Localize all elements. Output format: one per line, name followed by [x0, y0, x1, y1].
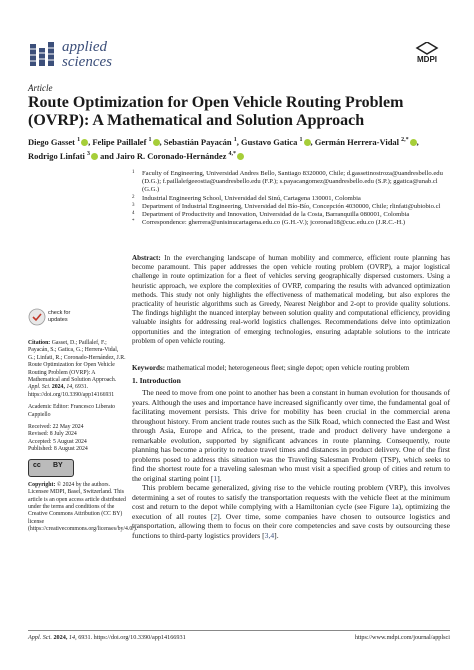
reference-link[interactable]: 1: [213, 473, 218, 483]
date-published: Published: 8 August 2024: [28, 446, 88, 453]
academic-editor: Academic Editor: Francesco Liberato Cappiello: [28, 404, 116, 418]
affiliation-item: 2 Industrial Engineering School, Universidad del Sinú, Cartagena 130001, Colombia: [132, 194, 361, 202]
keywords: [132, 364, 450, 373]
affiliations: [132, 170, 450, 227]
orcid-icon[interactable]: [410, 139, 417, 146]
section-heading: 1. Introduction: [132, 376, 181, 385]
date-revised: Revised: 8 July 2024: [28, 431, 77, 438]
footer-doi-link[interactable]: 6931. https://doi.org/10.3390/app14166931: [78, 634, 186, 641]
check-updates-icon: [28, 308, 46, 326]
author[interactable]: Sebastián Payacán $^1$,: [163, 136, 241, 147]
orcid-icon[interactable]: [153, 139, 160, 146]
check-updates-line1: check for: [48, 310, 71, 316]
publisher-name: MDPI: [417, 55, 437, 64]
author[interactable]: Gustavo Gatica $^1$ ,: [240, 136, 315, 147]
introduction-body: [132, 388, 450, 540]
journal-name-line1: applied: [62, 39, 107, 55]
orcid-icon[interactable]: [304, 139, 311, 146]
date-received: Received: 22 May 2024: [28, 424, 84, 431]
cc-by-license-icon[interactable]: cc BY: [28, 459, 74, 477]
author[interactable]: Diego Gasset $^1$ ,: [28, 136, 93, 147]
copyright: [28, 481, 138, 534]
author-list: [28, 134, 448, 162]
orcid-icon[interactable]: [81, 139, 88, 146]
affiliation-item: 4 Department of Productivity and Innovation, Universidad de la Costa, Barranquilla 080001, Colombia: [132, 211, 410, 219]
affiliation-item: 1 Faculty of Engineering, Universidad Andres Bello, Santiago 8320000, Chile; d.gassetinostroza@uandresbello.edu (D.G.); f.paillalefgeeostia@uandresbello.edu (F.P.); s.payacangomez@uandresbello.edu (S.P.); ggatica@unab.cl (G.G.): [132, 170, 443, 194]
date-accepted: Accepted: 5 August 2024: [28, 438, 87, 445]
abstract-label: Abstract:: [132, 254, 161, 262]
keywords-text: mathematical model; heterogeneous fleet; single depot; open vehicle routing problem: [166, 364, 410, 372]
orcid-icon[interactable]: [91, 153, 98, 160]
check-for-updates-badge[interactable]: [28, 306, 88, 334]
footer-journal-link[interactable]: https://www.mdpi.com/journal/applsci: [354, 634, 450, 641]
citation: Citation: Gasset, D.; Paillalef, F.; Payacán, S.; Gatica, G.; Herrera-Vidal, G.; Linfati, R.; Coronado-Hernández, J.R. Route Optimization for Open Vehicle Routing Problem (OVRP): A Mathematical and Solution Approach. Appl. Sci. 2024, 14, 6931. https://doi.org/10.3390/app14166931: [28, 340, 126, 398]
article-type: Article: [28, 83, 53, 93]
page-title: Route Optimization for Open Vehicle Routing Problem (OVRP): A Mathematical and Solution Approach: [28, 94, 404, 129]
author[interactable]: Germán Herrera-Vidal $^{2,*}$ ,: [314, 136, 419, 147]
orcid-icon[interactable]: [237, 153, 244, 160]
author[interactable]: Rodrigo Linfati $^3$ and: [28, 150, 116, 161]
sidebar: [28, 340, 138, 539]
footer-citation: Appl. Sci. 2024, 14, 6931. https://doi.org/10.3390/app14166931: [28, 634, 186, 641]
citation-text: Gasset, D.; Paillalef, F.; Payacán, S.; Gatica, G.; Herrera-Vidal, G.; Linfati, R.; Coronado-Hernández, J.R. Route Optimization for Open Vehicle Routing Problem (OVRP): A Mathematical and Solution Approach.: [28, 340, 126, 384]
paragraph: The need to move from one point to another has been a constant in human evolution for thousands of years. Although the uses and importance have increased significantly over time, the fundamental goal of facilitating movement persists. This drive for mobility has been crucial in the commercial arena throughout history. From ancient trade routes such as the Silk Road, which connected the East and West through Asia, Europe and Africa, to the present, trade and product delivery have undergone a remarkable evolution, supported by significant advances in route planning. Consequently, route planning has become a priority to reduce travel times and distances in product delivery. One of the first problems posed to address this situation was the Traveling Salesman Problem (TSP), which seeks to find the shortest route for a traveling salesman who must visit a specified group of cities and return to the original starting point [1].: [132, 388, 450, 483]
mdpi-logo-icon: [410, 42, 444, 55]
copyright-label: Copyright:: [28, 481, 56, 488]
affiliation-item: 3 Department of Industrial Engineering, Universidad del Bío-Bío, Concepción 4030000, Chile; rlinfati@ubiobio.cl: [132, 202, 441, 210]
abstract-text: In the everchanging landscape of human mobility and commerce, efficient route planning has become paramount. This paper addresses the open vehicle routing problem (OVRP), a major logistical challenge in route optimization for a fleet of vehicles serving geographically dispersed customers. Using a heuristic approach, we explore the complexities of OVRP, comparing the results with advanced optimization methods. This study not only highlights the effectiveness of mathematical modeling, but also explores the practicality of heuristic algorithms such as Greedy, Nearest Neighbor and 2-opt to provide quality solutions. The findings highlight the nuanced interplay between solution quality and computational efficiency, providing valuable insights for addressing real-world logistics challenges. Recommendations delve into optimization opportunities and the integration of emerging technologies, ensuring adaptable solutions to the intricate problem of open vehicle routing.: [132, 254, 451, 345]
abstract: [132, 254, 450, 346]
author[interactable]: Jairo R. Coronado-Hernández $^{4,*}$: [116, 151, 244, 161]
citation-label: Citation:: [28, 340, 51, 346]
mdpi-logo: [410, 42, 444, 64]
author[interactable]: Felipe Paillalef $^1$ ,: [92, 136, 164, 147]
footer-divider: [28, 630, 450, 631]
paragraph: This problem became generalized, giving rise to the vehicle routing problem (VRP), this involves determining a set of routes to satisfy the transportation requests with the vehicle fleet at the minimum cost and return to the depot while complying with a Hamiltonian cycle (see Figure 1a), optimizing the execution of all routes [2]. Over time, some companies have chosen to outsource logistics and transportation, allowing them to focus on their core competencies and save costs by outsourcing these functions to third-party logistics providers [3,4].: [132, 483, 451, 540]
copyright-text: © 2024 by the authors. Licensee MDPI, Basel, Switzerland. This article is an open access article distributed under the terms and conditions of the Creative Commons Attribution (CC BY) license (https://creativecommons.org/licenses/by/4.0/).: [28, 481, 138, 533]
journal-logo-icon: [28, 40, 58, 70]
reference-link[interactable]: 3,4: [264, 530, 275, 540]
reference-link[interactable]: 2: [213, 511, 218, 521]
citation-doi-link[interactable]: 6931. https://doi.org/10.3390/app14166931: [28, 384, 115, 398]
journal-name-line2: sciences: [62, 54, 112, 70]
keywords-label: Keywords:: [132, 364, 166, 372]
check-updates-line2: updates: [48, 316, 68, 323]
correspondence: * Correspondence: gherrera@unisinucartagena.edu.co (G.H.-V.); jcoronad18@cuc.edu.co (J.R.C.-H.): [132, 219, 406, 227]
journal-name: [62, 40, 112, 70]
dates: [28, 424, 126, 454]
figure-link[interactable]: 1: [391, 502, 396, 511]
